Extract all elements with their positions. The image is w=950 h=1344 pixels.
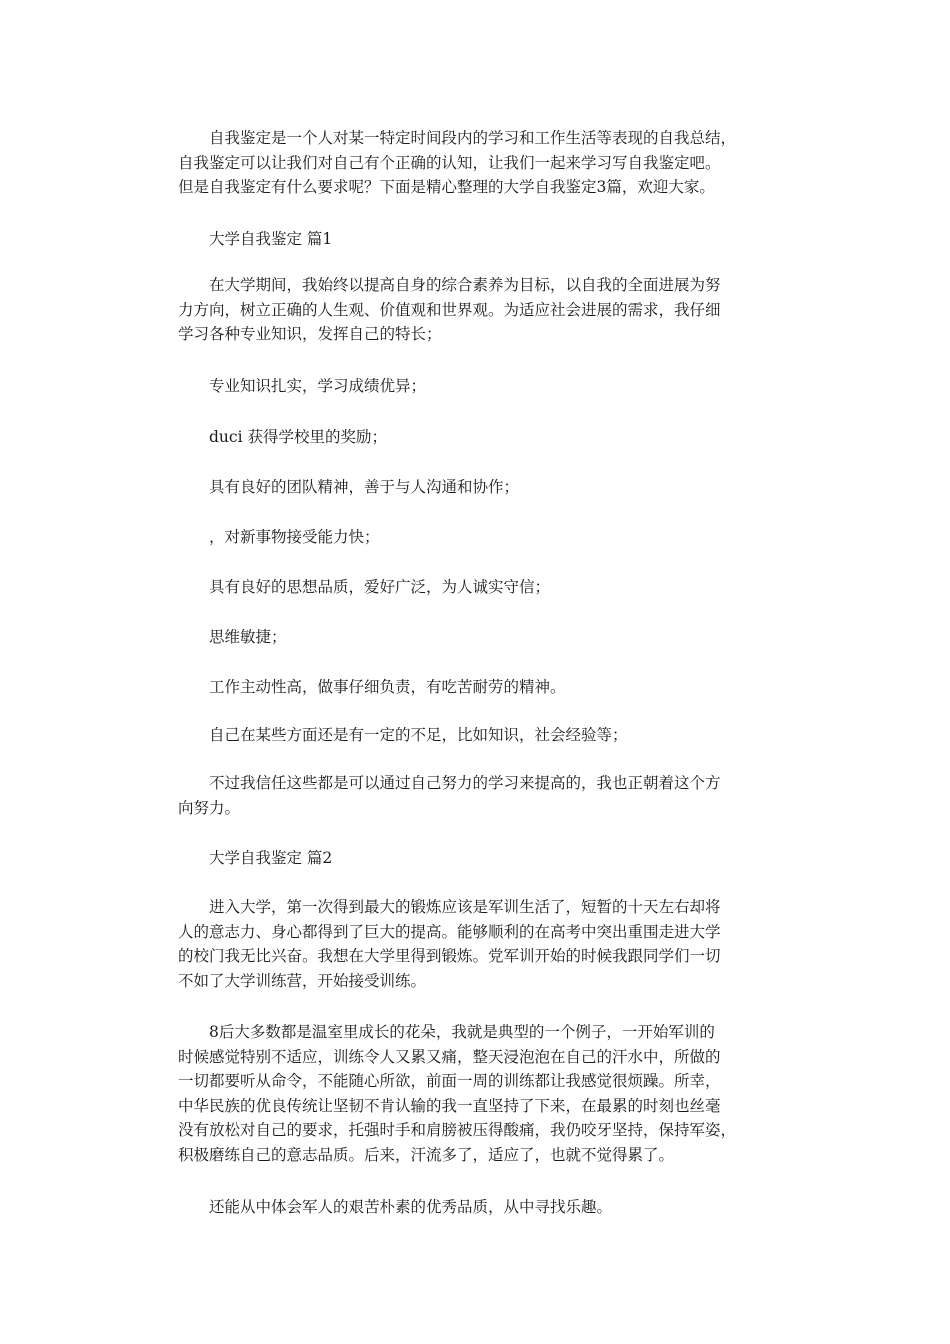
text-line: 时候感觉特别不适应，训练令人又累又痛，整天浸泡泡在自己的汗水中，所做的 <box>178 1047 721 1066</box>
body-paragraph <box>178 374 778 399</box>
text-line: 学习各种专业知识，发挥自己的特长； <box>178 325 442 343</box>
intro-paragraph <box>178 126 778 200</box>
text-line: 还能从中体会军人的艰苦朴素的优秀品质，从中寻找乐趣。 <box>178 1198 613 1216</box>
text-line: 专业知识扎实，学习成绩优异； <box>178 377 427 395</box>
body-paragraph <box>178 771 778 820</box>
text-line: 没有放松对自己的要求，托强时手和肩膀被压得酸痛，我仍咬牙坚持，保持军姿， <box>178 1121 737 1139</box>
body-paragraph <box>178 675 778 700</box>
text-line: ，对新事物接受能力快； <box>178 528 380 546</box>
section-heading-1 <box>178 227 778 252</box>
text-line: 一切都要听从命令，不能随心所欲，前面一周的训练都让我感觉很烦躁。所幸， <box>178 1072 721 1090</box>
text-line: 但是自我鉴定有什么要求呢？下面是精心整理的大学自我鉴定3篇，欢迎大家。 <box>178 178 715 196</box>
text-line: 思维敏捷； <box>178 628 287 646</box>
body-paragraph <box>178 273 778 347</box>
heading-text: 大学自我鉴定 篇1 <box>178 230 333 248</box>
body-paragraph <box>178 895 778 993</box>
text-line: 在大学期间，我始终以提高自身的综合素养为目标，以自我的全面进展为努 <box>178 276 721 294</box>
body-paragraph <box>178 575 778 600</box>
body-paragraph <box>178 1195 778 1220</box>
text-line: duci 获得学校里的奖励； <box>178 428 387 446</box>
body-paragraph <box>178 723 778 748</box>
body-paragraph <box>178 475 778 500</box>
text-line: 具有良好的团队精神，善于与人沟通和协作； <box>178 478 520 496</box>
section-heading-2 <box>178 846 778 871</box>
body-paragraph <box>178 1020 778 1167</box>
heading-text: 大学自我鉴定 篇2 <box>178 849 333 867</box>
text-line: 8后大多数都是温室里成长的花朵，我就是典型的一个例子，一开始军训的 <box>178 1023 715 1041</box>
text-line: 自我鉴定是一个人对某一特定时间段内的学习和工作生活等表现的自我总结， <box>178 129 737 147</box>
text-line: 的校门我无比兴奋。我想在大学里得到锻炼。党军训开始的时候我跟同学们一切 <box>178 947 721 965</box>
text-line: 积极磨练自己的意志品质。后来，汗流多了，适应了，也就不觉得累了。 <box>178 1145 675 1164</box>
body-paragraph <box>178 425 778 450</box>
text-line: 自我鉴定可以让我们对自己有个正确的认知，让我们一起来学习写自我鉴定吧。 <box>178 153 721 172</box>
text-line: 向努力。 <box>178 798 241 817</box>
text-line: 不如了大学训练营，开始接受训练。 <box>178 971 427 990</box>
body-paragraph <box>178 525 778 550</box>
text-line: 工作主动性高，做事仔细负责，有吃苦耐劳的精神。 <box>178 678 566 696</box>
text-line: 中华民族的优良传统让坚韧不肯认输的我一直坚持了下来，在最累的时刻也丝毫 <box>178 1096 721 1115</box>
text-line: 力方向，树立正确的人生观、价值观和世界观。为适应社会进展的需求，我仔细 <box>178 300 721 319</box>
text-line: 自己在某些方面还是有一定的不足，比如知识，社会经验等； <box>178 726 628 744</box>
text-line: 具有良好的思想品质，爱好广泛，为人诚实守信； <box>178 578 551 596</box>
text-line: 进入大学，第一次得到最大的锻炼应该是军训生活了，短暂的十天左右却将 <box>178 898 721 916</box>
text-line: 不过我信任这些都是可以通过自己努力的学习来提高的，我也正朝着这个方 <box>178 774 721 792</box>
body-paragraph <box>178 625 778 650</box>
text-line: 人的意志力、身心都得到了巨大的提高。能够顺利的在高考中突出重围走进大学 <box>178 922 721 941</box>
